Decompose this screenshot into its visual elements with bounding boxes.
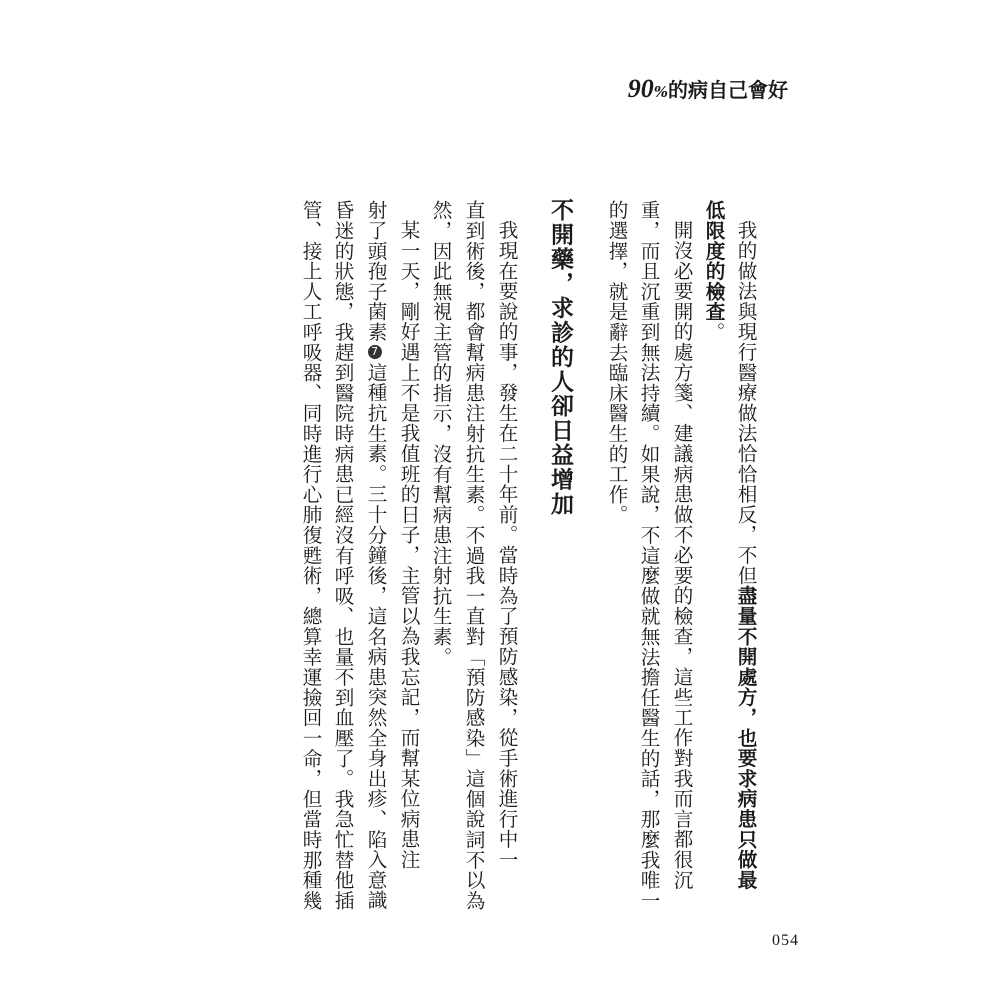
text-column xyxy=(731,200,759,890)
text-segment: 這種抗生素。三十分鐘後，這名病患突然全身出疹、陷入意識 xyxy=(364,362,387,911)
text-segment: 射了頭孢子菌素 xyxy=(364,200,387,343)
header-title: 的病自己會好 xyxy=(668,78,788,102)
text-column: 直到術後，都會幫病患注射抗生素。不過我一直對「預防感染」這個說詞不以為 xyxy=(462,200,485,911)
text-column xyxy=(361,200,389,910)
page-number: 054 xyxy=(772,932,799,949)
footnote-marker: 7 xyxy=(368,345,382,359)
bold-text: 低限度的檢查 xyxy=(702,200,725,322)
text-segment: 我的做法與現行醫療做法恰恰相反，不但 xyxy=(734,220,757,586)
text-column: 我現在要說的事，發生在二十年前。當時為了預防感染，從手術進行中一 xyxy=(495,220,518,870)
text-column: 某一天，剛好遇上不是我值班的日子，主管以為我忘記，而幫某位病患注 xyxy=(397,220,420,870)
text-column: 開沒必要開的處方箋、建議病患做不必要的檢查，這些工作對我而言都很沉 xyxy=(670,220,693,890)
text-column: 昏迷的狀態，我趕到醫院時病患已經沒有呼吸、也量不到血壓了。我急忙替他插 xyxy=(331,200,354,911)
header-number: 90 xyxy=(627,74,654,103)
bold-text: 盡量不開處方，也要求病患只做最 xyxy=(734,585,757,890)
text-segment: 。 xyxy=(702,321,725,343)
section-heading: 不開藥，求診的人卻日益增加 xyxy=(547,198,573,517)
text-column: 的選擇，就是辭去臨床醫生的工作。 xyxy=(605,200,628,525)
header-percent: % xyxy=(653,83,668,101)
text-column: 重，而且沉重到無法持續。如果說，不這麼做就無法擔任醫生的話，那麼我唯一 xyxy=(637,200,660,911)
running-header xyxy=(628,74,788,104)
text-column xyxy=(699,200,727,342)
text-column: 管、接上人工呼吸器、同時進行心肺復甦術，總算幸運撿回一命，但當時那種幾 xyxy=(299,200,322,911)
text-column: 然，因此無視主管的指示，沒有幫病患注射抗生素。 xyxy=(429,200,452,667)
